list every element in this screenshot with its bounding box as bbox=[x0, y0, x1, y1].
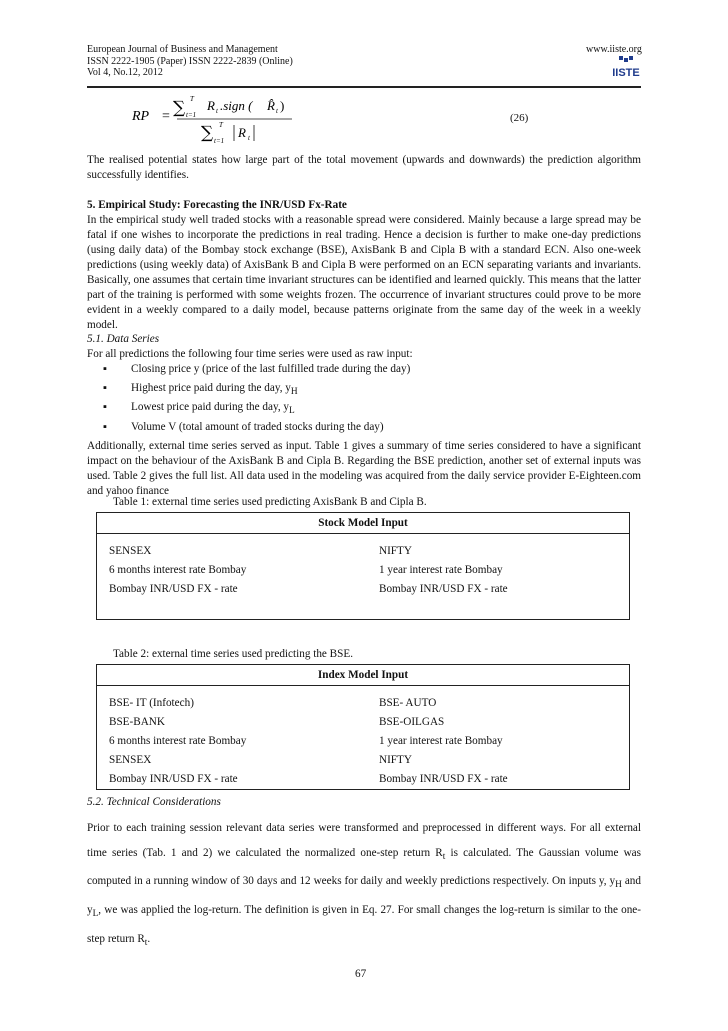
header-rule bbox=[87, 86, 641, 88]
table-row: 6 months interest rate Bombay 1 year interest rate Bombay bbox=[109, 735, 503, 747]
section-5-1-heading: 5.1. Data Series bbox=[87, 333, 160, 345]
section-5-paragraph: In the empirical study well traded stocks with a reasonable spread were considered. Mainly because a large spread may be fatal if one wishes to incorporate the predictions in real trading. Hence a decision is further to make one-day predictions (using daily data) of the Bombay stock exchange (BSE), AxisBank B and Cipla B with a standard ECN. Also one-week predictions (using weekly data) of AxisBank B and Cipla B were performed on an ECN separating variants and invariants. Basically, one assumes that certain time invariant structures can be identified and learned quickly. This means that the latter part of the training is performed with some weights frozen. The occurrence of invariant structures could prove to be more evident in a weekly compared to a daily model, because patterns originate from the same day of the week in a weekly model. bbox=[87, 214, 641, 331]
table-row: SENSEX NIFTY bbox=[109, 754, 412, 766]
list-item: ▪ Closing price y (price of the last fulfilled trade during the day) bbox=[103, 363, 411, 375]
section-5-1-paragraph: Additionally, external time series served as input. Table 1 gives a summary of time series considered to have a significant impact on the behaviour of the AxisBank B and Cipla B. Regarding the BSE prediction, another set of external inputs was used. Table 2 gives the full list. All data used in the modeling was acquired from the daily service provider E-Eighteen.com and yahoo finance bbox=[87, 439, 641, 497]
section-5-2 bbox=[87, 795, 641, 955]
table-row: Bombay INR/USD FX - rate Bombay INR/USD FX - rate bbox=[109, 773, 508, 785]
table-2 bbox=[96, 664, 630, 790]
eq-num-rhat: R̂ bbox=[267, 98, 275, 113]
section-5-heading: 5. Empirical Study: Forecasting the INR/USD Fx-Rate bbox=[87, 199, 347, 211]
eq-num-close: ) bbox=[280, 98, 285, 113]
bullet-icon: ▪ bbox=[103, 382, 107, 395]
equation-26 bbox=[87, 92, 641, 152]
eq-sum-bottom-lower: t=1 bbox=[214, 137, 225, 145]
journal-title: European Journal of Business and Management bbox=[87, 44, 278, 55]
table-row: SENSEX NIFTY bbox=[109, 545, 412, 557]
table-2-header: Index Model Input bbox=[97, 665, 629, 686]
raw-input-list bbox=[87, 362, 641, 439]
eq-num-rhat-sub: t bbox=[276, 107, 278, 115]
logo-text: IISTE bbox=[612, 67, 640, 79]
section-5-2-heading: 5.2. Technical Considerations bbox=[87, 796, 221, 808]
section-5 bbox=[87, 198, 641, 333]
eq-sum-top-lower: t=1 bbox=[186, 111, 197, 119]
eq-den-r: R bbox=[238, 125, 246, 140]
list-item: ▪ Volume V (total amount of traded stocks during the day) bbox=[103, 420, 384, 433]
equation-number: (26) bbox=[510, 112, 529, 124]
list-item: ▪ Highest price paid during the day, $y_H$ bbox=[103, 382, 298, 398]
bullet-icon: ▪ bbox=[103, 401, 107, 414]
journal-header bbox=[87, 44, 293, 79]
equation-svg bbox=[87, 92, 507, 152]
table-row: 6 months interest rate Bombay 1 year interest rate Bombay bbox=[109, 564, 503, 576]
journal-url: www.iiste.org bbox=[586, 44, 642, 55]
bullet-icon: ▪ bbox=[103, 420, 107, 433]
table-row: BSE- IT (Infotech) BSE- AUTO bbox=[109, 697, 437, 709]
eq-sum-top: ∑ bbox=[173, 98, 186, 118]
iiste-logo bbox=[611, 56, 641, 80]
table-row: BSE-BANK BSE-OILGAS bbox=[109, 716, 445, 728]
eq-sum-top-upper: T bbox=[190, 95, 194, 103]
list-item: ▪ Lowest price paid during the day, $y_L$ bbox=[103, 401, 295, 417]
eq-sum-bottom: ∑ bbox=[201, 123, 214, 143]
section-5-1-lead: For all predictions the following four time series were used as raw input: bbox=[87, 348, 413, 360]
table-2-caption: Table 2: external time series used predicting the BSE. bbox=[113, 648, 353, 660]
eq-sum-bottom-upper: T bbox=[219, 121, 223, 129]
section-5-2-paragraph: Prior to each training session relevant data series were transformed and preprocessed in different ways. For all external time series (Tab. 1 and 2) we calculated the normalized one-step return $R_t$ is calculated. The Gaussian volume was computed in a running window of 30 days and 12 weeks for daily and weekly predictions respectively. On inputs y, $y_H$ and $y_L$, we was applied the log-return. The definition is given in Eq. 27. For small changes the log-return is similar to the one-step return $R_t$. bbox=[87, 822, 641, 948]
eq-num-r: R bbox=[207, 98, 215, 113]
intro-paragraph: The realised potential states how large part of the total movement (upwards and downwards) the prediction algorithm successfully identifies. bbox=[87, 154, 641, 181]
table-row: Bombay INR/USD FX - rate Bombay INR/USD FX - rate bbox=[109, 583, 508, 595]
table-1 bbox=[96, 512, 630, 620]
eq-num-r-sub: t bbox=[216, 107, 218, 115]
eq-equals: = bbox=[162, 109, 170, 124]
table-1-caption: Table 1: external time series used predicting AxisBank B and Cipla B. bbox=[113, 496, 427, 508]
eq-lhs: RP bbox=[132, 109, 150, 124]
bullet-icon: ▪ bbox=[103, 363, 107, 375]
eq-den-r-sub: t bbox=[248, 134, 250, 142]
page-number: 67 bbox=[355, 968, 367, 980]
journal-volume: Vol 4, No.12, 2012 bbox=[87, 67, 163, 78]
journal-issn: ISSN 2222-1905 (Paper) ISSN 2222-2839 (Online) bbox=[87, 55, 293, 67]
eq-num-sign: .sign ( bbox=[220, 98, 253, 113]
section-5-1 bbox=[87, 332, 641, 499]
table-1-header: Stock Model Input bbox=[97, 513, 629, 534]
